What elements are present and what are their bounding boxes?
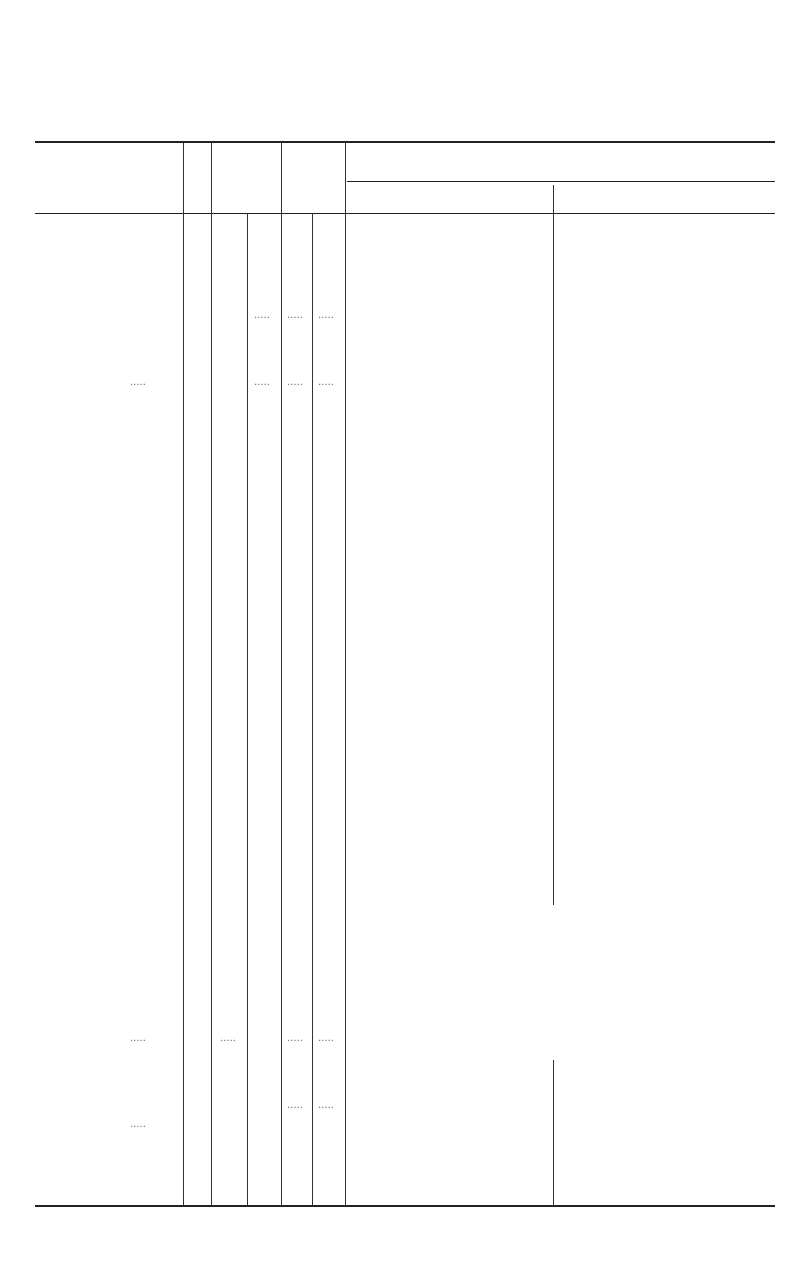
col-line-male-female-lower: [553, 1060, 554, 1205]
index-sub-rule: [347, 181, 775, 182]
dots: .....: [287, 1100, 303, 1111]
dots: .....: [287, 310, 303, 321]
dots: .....: [254, 377, 270, 388]
col-line-died-mid: [312, 213, 313, 1205]
col-line-male-female: [553, 185, 554, 905]
col-line-total-left: [183, 143, 184, 1205]
top-rule: [35, 141, 775, 143]
dots: .....: [130, 1033, 146, 1044]
dots: .....: [287, 1033, 303, 1044]
dots: .....: [130, 1119, 146, 1130]
bottom-rule: [35, 1205, 775, 1207]
col-line-dis-right: [281, 143, 282, 1205]
dots: .....: [130, 377, 146, 388]
col-line-died-right: [345, 143, 346, 1205]
header-bottom-rule: [35, 213, 775, 214]
dots: .....: [318, 1100, 334, 1111]
dots: .....: [220, 1033, 236, 1044]
dots: .....: [287, 377, 303, 388]
dots: .....: [318, 377, 334, 388]
dots: .....: [318, 1033, 334, 1044]
dots: .....: [254, 310, 270, 321]
col-line-total-right: [211, 143, 212, 1205]
dots: .....: [318, 310, 334, 321]
col-line-dis-mid: [247, 213, 248, 1205]
